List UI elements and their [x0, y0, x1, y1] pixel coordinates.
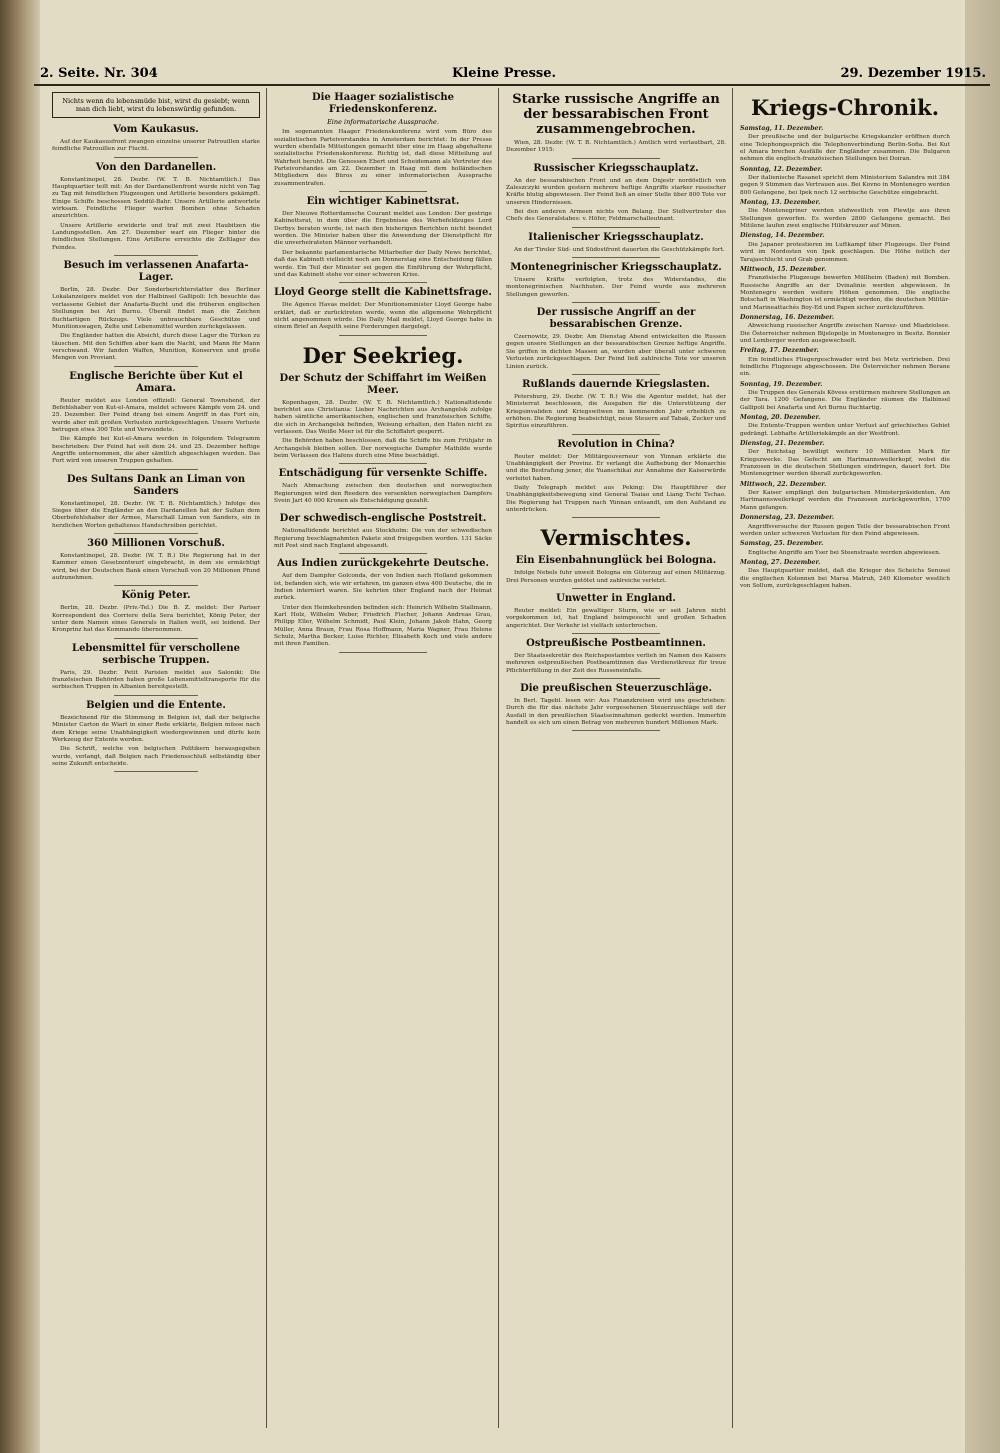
article-paragraph: Der Nieuwe Rotterdamsche Courant meldet aus London: Der gestrige Kabinettsrat, in dem über die Ergebnisse des Werbefeldzuges Lord Derbys beraten wurde, ist nach den bisherigen Berichten nicht beendet worden. Die Minister haben über die Anwendung der Dienstpflicht für die unverheirateten Männer verhandelt. [274, 211, 492, 247]
headline: Russischer Kriegsschauplatz. [533, 162, 699, 174]
article-separator [572, 588, 660, 589]
column-rule [732, 88, 733, 1428]
article-paragraph: An der bessarabischen Front und an dem Dnjestr nordöstlich von Zaleszczyki wurden gestern mehrere heftige Angriffe starker russischer Kräfte blutig abgewiesen. Der Feind ließ an einer Stelle über 800 Tote vor unseren Hindernissen. [506, 177, 726, 206]
article-paragraph: Konstantinopel, 28. Dezbr. (W. T. B. Nichtamtlich.) Das Hauptquartier teilt mit: An der Dardanellenfront wurde nicht von Tag zu Tag mit feindlichen Flugzeugen und Artillerie besonders gekämpft. Einige Schiffe beschossen Seddül-Bahr. Unsere Artillerie antwortete wirksam. Feindliche Flieger warfen Bomben ohne Schaden anzurichten. [52, 176, 260, 220]
headline: Lloyd George stellt die Kabinettsfrage. [274, 287, 492, 299]
chronicle-date: Montag, 27. Dezember. [740, 558, 821, 566]
article-paragraph: Paris, 29. Dezbr. Petit Parisien meldet aus Saloniki: Die französischen Behörden haben große Lebensmitteltransporte für die serbischen Truppen in Albanien bereitgestellt. [52, 669, 260, 691]
chronicle-entry: Die Entente-Truppen werden unter Verlust auf griechisches Gebiet gedrängt. Lebhafte Artilleriekämpfe an der Westfront. [740, 423, 950, 437]
column-rule [498, 88, 499, 1428]
column-1 [52, 88, 260, 1428]
headline: Des Sultans Dank an Liman von Sanders [66, 473, 246, 497]
headline: Der Schutz der Schiffahrt im Weißen Meer. [279, 372, 487, 396]
article-paragraph: Die Engländer hatten die Absicht, durch diese Lager die Türken zu täuschen. Mit den Schiffen aber kam die Nacht, und Mann für Mann verschwand. Wir fanden Waffen, Munition, Konserven und große Mengen von Proviant. [52, 333, 260, 362]
article-paragraph: Unter den Heimkehrenden befinden sich: Heinrich Wilhelm Stallmann, Karl Holz, Wilhelm Weber, Friedrich Fischer, Johann Andreas Grau, Philipp Eller, Wilhelm Schmidt, Paul Klein, Johann Jakob Hahn, Georg Müller, Anna Braun, Frau Rosa Hoffmann, Maria Wagner, Frau Helene Schulz, Martha Becker, Luise Richter, Elisabeth Koch und viele andere mit ihren Familien. [274, 604, 492, 648]
headline: Ein wichtiger Kabinettsrat. [306, 196, 460, 208]
chronicle-date: Mittwoch, 15. Dezember. [740, 265, 827, 273]
headline: Rußlands dauernde Kriegslasten. [522, 378, 710, 390]
headline: Der schwedisch-englische Poststreit. [279, 513, 487, 525]
article-separator [339, 463, 426, 464]
headline: 360 Millionen Vorschuß. [87, 538, 225, 550]
page-number: 2. Seite. Nr. 304 [40, 66, 158, 81]
article-paragraph: Nach Abmachung zwischen den deutschen und norwegischen Regierungen wird den Reedern des versenkten norwegischen Dampfers Svein Jarl 40 000 Kronen als Entschädigung gezahlt. [274, 483, 492, 504]
article-separator [572, 302, 660, 303]
chronicle-entry: Der italienische Rasanet spricht dem Ministerium Salandra mit 384 gegen 9 Stimmen das Vertrauen aus. Bei Kovno in Montenegro werden 800 Gefangene, bei Ipek noch 12 serbische Geschütze eingebracht. [740, 175, 950, 196]
section-title: Vermischtes. [540, 525, 692, 551]
column-3 [506, 88, 726, 1428]
article-paragraph: Czernowitz, 29. Dezbr. Am Dienstag Abend entwickelten die Russen gegen unsere Stellungen an der bessarabischen Grenze heftige Angriffe. Sie griffen in dichten Massen an, wurden aber überall unter schweren Verlusten zurückgeschlagen. Der Feind ließ zahlreiche Tote vor unseren Linien zurück. [506, 334, 726, 370]
article-separator [572, 227, 660, 228]
column-4-chronicle [740, 88, 950, 1428]
column-rule [266, 88, 267, 1428]
article-paragraph: Unsere Kräfte verfolgten, trotz des Widerstandes, die montenegrinischen Nachhuten. Der Feind wurde aus mehreren Stellungen geworfen. [506, 277, 726, 298]
article-separator [572, 374, 660, 375]
chronicle-title: Kriegs-Chronik. [750, 95, 940, 120]
article-paragraph: Petersburg, 29. Dezbr. (W. T. B.) Wie die Agentur meldet, hat der Ministerrat beschlossen, die Ausgaben für die Unterstützung der Kriegsinvaliden und Kriegswitwen im kommenden Jahr erheblich zu erhöhen. Die Regierung beabsichtigt, neue Steuern auf Tabak, Zucker und Spiritus einzuführen. [506, 393, 726, 430]
chronicle-date: Montag, 20. Dezember. [740, 414, 821, 422]
headline: Revolution in China? [557, 438, 675, 450]
article-separator [572, 730, 660, 731]
headline: Belgien und die Entente. [86, 699, 226, 711]
article-paragraph: Im sogenannten Haager Friedenskonferenz wird vom Büro des sozialistischen Parteivorstandes in Amsterdam berichtet: In der Presse wurden ebenfalls Mitteilungen gemacht über eine im Haag abgehaltene sozialistische Friedenskonferenz. Richtig ist, daß diese Mitteilung auf Wahrheit beruht. Die Genossen Ebert und Scheidemann als Vertreter des Parteivorstandes am 22. Dezember in Haag mit dem holländischen Mitgliedern des Büros zu einer informatorischen Aussprache zusammentrafen. [274, 129, 492, 187]
article-paragraph: Wien, 28. Dezbr. (W. T. B. Nichtamtlich.) Amtlich wird verlautbart, 28. Dezember 1915: [506, 140, 726, 154]
article-paragraph: Reuter meldet: Ein gewaltiger Sturm, wie er seit Jahren nicht vorgekommen ist, hat England heimgesucht und großen Schaden angerichtet. Der Verkehr ist vielfach unterbrochen. [506, 608, 726, 629]
chronicle-date: Samstag, 25. Dezember. [740, 540, 824, 548]
article-paragraph: Unsere Artillerie erwiderte und traf mit zwei Haubitzen die Landungsstellen. Am 27. Dezember warf ein Flieger hinter die feindlichen Stellungen. Eine Artillerie erreichte die Zeltlager des Feindes. [52, 222, 260, 251]
issue-date: 29. Dezember 1915. [840, 66, 986, 81]
chronicle-date: Donnerstag, 23. Dezember. [740, 514, 834, 522]
chronicle-entry: Die Truppen des Generals Kövess erstürmen mehrere Stellungen an der Tara. 1200 Gefangene. Die Engländer räumen die Halbinsel Gallipoli bei Anafarta und Ari Burnu fluchtartig. [740, 390, 950, 411]
headline: Vom Kaukasus. [113, 124, 199, 135]
chronicle-date: Mittwoch, 22. Dezember. [740, 480, 827, 488]
chronicle-date: Samstag, 11. Dezember. [740, 125, 824, 132]
chronicle-entry: Abweichung russischer Angriffe zwischen Narosz- und Miadziolsee. Die Österreicher nehmen Bijelopolje in Montenegro in Besitz. Bonnier und Lemberger werden ausgewechselt. [740, 323, 950, 344]
chronicle-entry: Angriffsversuche der Russen gegen Teile der bessarabischen Front werden unter schweren Verlusten für den Feind abgewiesen. [740, 523, 950, 537]
chronicle-date: Donnerstag, 16. Dezember. [740, 313, 834, 321]
article-paragraph: Bezeichnend für die Stimmung in Belgien ist, daß der belgische Minister Carton de Wiart in einer Rede erklärte, Belgien müsse nach dem Kriege seine Unabhängigkeit wiedergewinnen und dürfe kein Werkzeug der Entente werden. [52, 714, 260, 743]
article-separator [572, 633, 660, 634]
chronicle-entry: Die Montenegriner werden südwestlich von Plewlje aus ihren Stellungen geworfen. Es werden 2800 Gefangene gemacht. Bei Mitilene laufen zwei englische Hilfskreuzer auf Minen. [740, 208, 950, 230]
article-separator [114, 695, 197, 696]
headline: Italienischer Kriegsschauplatz. [528, 231, 704, 243]
article-separator [339, 553, 426, 554]
chronicle-entry: Das Hauptquartier meldet, daß die Krieger des Scheichs Senussi die englischen Kolonnen bei Marsa Matruh, 240 Kilometer westlich von Sollum, zurückgeschlagen haben. [740, 568, 950, 589]
column-2 [274, 88, 492, 1428]
article-separator [339, 335, 426, 336]
article-paragraph: Bei den anderen Armeen nichts von Belang. Der Stellvertreter des Chefs des Generalstabes: v. Höfer, Feldmarschalleutnant. [506, 209, 726, 223]
chronicle-entry: Französische Flugzeuge bewerfen Müllheim (Baden) mit Bomben. Russische Angriffe an der Dvinalinie werden abgewiesen. In Montenegro werden weitere Höhen genommen. Die englische Botschaft in Washington ist ermächtigt worden, die deutschen Militär- und Marineattachés Boy-Ed und Papen sicher zurückzuführen. [740, 275, 950, 311]
article-paragraph: Berlin, 28. Dezbr. Der Sonderberichterstatter des Berliner Lokalanzeigers meldet von der Halbinsel Gallipoli: Ich besuchte das verlassene Gebiet der Anafarta-Bucht und die früheren englischen Stellungen bei Ari Burnu. Überall findet man die Zeichen fluchtartigen Rückzugs. Viele unbrauchbare Geschütze und Munitionswagen, Zelte und Lebensmittel wurden zurückgelassen. [52, 287, 260, 330]
headline: Montenegrinischer Kriegsschauplatz. [510, 262, 722, 274]
headline: Aus Indien zurückgekehrte Deutsche. [277, 558, 489, 570]
article-paragraph: Kopenhagen, 28. Dezbr. (W. T. B. Nichtamtlich.) Nationaltidende berichtet aus Christiania: Lieber Nachrichten aus Archangelsk zufolge haben sämtliche amerikanischen, englischen und französischen Schiffe, die sich in Archangelsk befinden, Weisung erhalten, den Hafen nicht zu verlassen. Das Weiße Meer ist für die Schiffahrt gesperrt. [274, 399, 492, 435]
article-paragraph: Auf dem Dampfer Golconda, der von Indien nach Holland gekommen ist, befanden sich, wie wir erfahren, im ganzen etwa 400 Deutsche, die in Indien interniert waren. Sie kehrten über England nach der Heimat zurück. [274, 573, 492, 602]
article-separator [114, 157, 197, 158]
article-separator [114, 771, 197, 772]
article-separator [114, 366, 197, 367]
article-paragraph: Konstantinopel, 28. Dezbr. (W. T. B. Nichtamtlich.) Infolge des Sieges über die Engländer an den Dardanellen hat der Sultan dem Oberbefehlshaber der Armee, Marschall Liman von Sanders, ein in herzlichen Worten gehaltenes Handschreiben gerichtet. [52, 500, 260, 529]
chronicle-date: Montag, 13. Dezember. [740, 199, 821, 207]
headline: Die preußischen Steuerzuschläge. [520, 683, 712, 695]
article-separator [114, 638, 197, 639]
article-paragraph: Nationaltidende berichtet aus Stockholm: Die von der schwedischen Regierung beschlagnahmten Pakete sind freigegeben worden. 131 Säcke mit Post sind nach England abgesandt. [274, 528, 492, 550]
headline: Starke russische Angriffe an der bessarabischen Front zusammengebrochen. [512, 92, 720, 137]
headline: Ostpreußische Postbeamtinnen. [526, 638, 706, 650]
headline: König Peter. [121, 590, 191, 602]
chronicle-entry: Der preußische und der bulgarische Kriegskanzler eröffnen durch eine Telephongespräch die Telephonverbindung Berlin-Sofia. Bei Kut el Amara brechen Ausfälle der Engländer zusammen. Die Bulgaren nehmen die englisch-französischen Stellungen bei Doiran. [740, 134, 950, 163]
chronicle-date: Sonntag, 12. Dezember. [740, 165, 823, 173]
article-separator [114, 469, 197, 470]
article-separator [339, 191, 426, 192]
headline: Von den Dardanellen. [95, 161, 217, 173]
masthead [34, 62, 990, 86]
chronicle-entry: Die Japaner protestieren im Luftkampf über Flugzeuge. Der Feind wird im Nordosten von Ipek geschlagen. Die Höhe östlich der Tarajaschlucht und Grab genommen. [740, 241, 950, 263]
article-paragraph: Die Kämpfe bei Kut-el-Amara werden in folgendem Telegramm beschrieben: Der Feind hat seit dem 24. und 25. Dezember heftige Angriffe unternommen, die aber sämtlich abgeschlagen wurden. Das Fort wird von unseren Truppen gehalten. [52, 436, 260, 465]
article-paragraph: Berlin, 28. Dezbr. (Priv.-Tel.) Die B. Z. meldet: Der Pariser Korrespondent des Corriere della Sera berichtet, König Peter, der unter dem Namen eines Generals in Italien weilt, sei leidend. Der Kronprinz hat das Kommando übernommen. [52, 605, 260, 634]
subheadline: Eine informatorische Aussprache. [327, 118, 439, 126]
article-separator [572, 678, 660, 679]
article-separator [572, 434, 660, 435]
article-paragraph: Reuter meldet: Der Militärgouverneur von Yünnan erklärte die Unabhängigkeit der Provinz. Er verlangt die Aufhebung der Monarchie und die Bestrafung jener, die Yuanschikai zur Annahme der Kaiserwürde verleitet haben. [506, 453, 726, 482]
article-separator [572, 517, 660, 518]
article-paragraph: In Berl. Tagebl. lesen wir: Aus Finanzkreisen wird uns geschrieben: Durch die für das nächste Jahr vorgesehenen Steuerzuschläge soll der Ausfall in den preußischen Staatseinnahmen gedeckt werden. Immerhin handelt es sich um einen Betrag von mehreren hundert Millionen Mark. [506, 698, 726, 727]
headline: Englische Berichte über Kut el Amara. [69, 370, 243, 394]
headline: Besuch im verlassenen Anafarta-Lager. [63, 260, 249, 284]
page-edge [965, 0, 1000, 1453]
book-binding [0, 0, 40, 1453]
article-paragraph: Die Agence Havas meldet: Der Munitionsminister Lloyd George habe erklärt, daß er zurücktreten werde, wenn die allgemeine Wehrpflicht nicht angenommen würde. Die Daily Mail meldet, Lloyd George habe in einem Brief an Asquith seine Forderungen dargelegt. [274, 302, 492, 331]
article-paragraph: Konstantinopel, 28. Dezbr. (W. T. B.) Die Regierung hat in der Kammer einen Gesetzentwurf eingebracht, in dem sie ermächtigt wird, bei der Deutschen Bank einen Vorschuß von 20 Millionen Pfund aufzunehmen. [52, 553, 260, 582]
article-paragraph: Infolge Nebels fuhr unweit Bologna ein Güterzug auf einen Militärzug. Drei Personen wurden getötet und zahlreiche verletzt. [506, 570, 726, 584]
article-paragraph: Der Staatssekretär des Reichspostamtes verlieh im Namen des Kaisers mehreren ostpreußischen Postbeamtinnen das Verdienstkreuz für treue Pflichterfüllung in der Zeit des Russeneinfalls. [506, 653, 726, 674]
paper-title: Kleine Presse. [452, 66, 557, 81]
article-paragraph: Der bekannte parlamentarische Mitarbeiter der Daily News berichtet, daß das Kabinett vielleicht noch am Donnerstag eine Entscheidung fällen werde. Ein Teil der Minister sei gegen die Einführung der Wehrpflicht, und das Kabinett stehe vor einer schweren Krise. [274, 249, 492, 278]
headline: Lebensmittel für verschollene serbische Truppen. [72, 642, 240, 666]
chronicle-entry: Der Reichstag bewilligt weitere 10 Milliarden Mark für Kriegszwecke. Das Gefecht am Hartmannsweilerkopf, wobei die Franzosen in die deutschen Stellungen eindringen, dauert fort. Die Montenegriner werden überall zurückgeworfen. [740, 449, 950, 478]
chronicle-entry: Der Kaiser empfängt den bulgarischen Ministerpräsidenten. Am Hartmannsweilerkopf werden die Franzosen zurückgeworfen, 1700 Mann gefangen. [740, 490, 950, 511]
chronicle-date: Dienstag, 21. Dezember. [740, 440, 825, 448]
article-paragraph: An der Tiroler Süd- und Südostfront dauerten die Geschützkämpfe fort. [514, 246, 725, 253]
headline: Unwetter in England. [556, 593, 676, 604]
article-separator [114, 585, 197, 586]
article-separator [339, 282, 426, 283]
article-separator [339, 652, 426, 653]
box-note: Nichts wenn du lebensmüde bist, wirst du gesiebt; wenn man dich liebt, wirst du lebenswürdig gefunden. [52, 92, 260, 118]
headline: Entschädigung für versenkte Schiffe. [278, 468, 488, 480]
headline: Ein Eisenbahnunglück bei Bologna. [515, 555, 717, 567]
section-title: Der Seekrieg. [302, 342, 464, 368]
article-paragraph: Reuter meldet aus London offiziell: General Townshend, der Befehlshaber von Kut-el-Amara, meldet schwere Kämpfe vom 24. und 25. Dezember. Der Feind drang bei einem Angriff in das Fort ein, wurde aber mit großen Verlusten zurückgeschlagen. Unsere Verluste betrugen etwa 300 Tote und Verwundete. [52, 397, 260, 433]
chronicle-entry: Ein feindliches Fliegergeschwader wird bei Metz vertrieben. Drei feindliche Flugzeuge abgeschossen. Die Österreicher nehmen Berane ein. [740, 356, 950, 378]
article-separator [572, 158, 660, 159]
headline: Die Haager sozialistische Friedenskonferenz. [311, 92, 455, 115]
article-paragraph: Die Schrift, welche von belgischen Politikern herausgegeben wurde, verlangt, daß Belgien nach Friedensschluß selbständig über seine Zukunft entscheide. [52, 746, 260, 767]
chronicle-date: Sonntag, 19. Dezember. [740, 380, 823, 388]
chronicle-entry: Englische Angriffe am Yser bei Steenstraate werden abgewiesen. [748, 549, 941, 556]
article-separator [572, 257, 660, 258]
chronicle-date: Dienstag, 14. Dezember. [740, 232, 825, 240]
headline: Der russische Angriff an der bessarabischen Grenze. [536, 307, 696, 331]
article-separator [114, 533, 197, 534]
article-paragraph: Auf der Kaukasusfront zwangen einzelne unserer Patrouillen starke feindliche Patrouillen zur Flucht. [52, 139, 260, 153]
article-separator [339, 508, 426, 509]
article-paragraph: Daily Telegraph meldet aus Peking: Die Hauptführer der Unabhängigkeitsbewegung sind General Tsaiao und Liang Tschi Tschao. Die Regierung hat Truppen nach Yünnan entsandt, um den Aufstand zu unterdrücken. [506, 484, 726, 513]
article-paragraph: Die Behörden haben beschlossen, daß die Schiffe bis zum Frühjahr in Archangelsk bleiben sollen. Der norwegische Dampfer Mathilde wurde beim Verlassen des Hafens durch eine Mine beschädigt. [274, 438, 492, 459]
article-separator [114, 255, 197, 256]
chronicle-date: Freitag, 17. Dezember. [740, 347, 819, 355]
